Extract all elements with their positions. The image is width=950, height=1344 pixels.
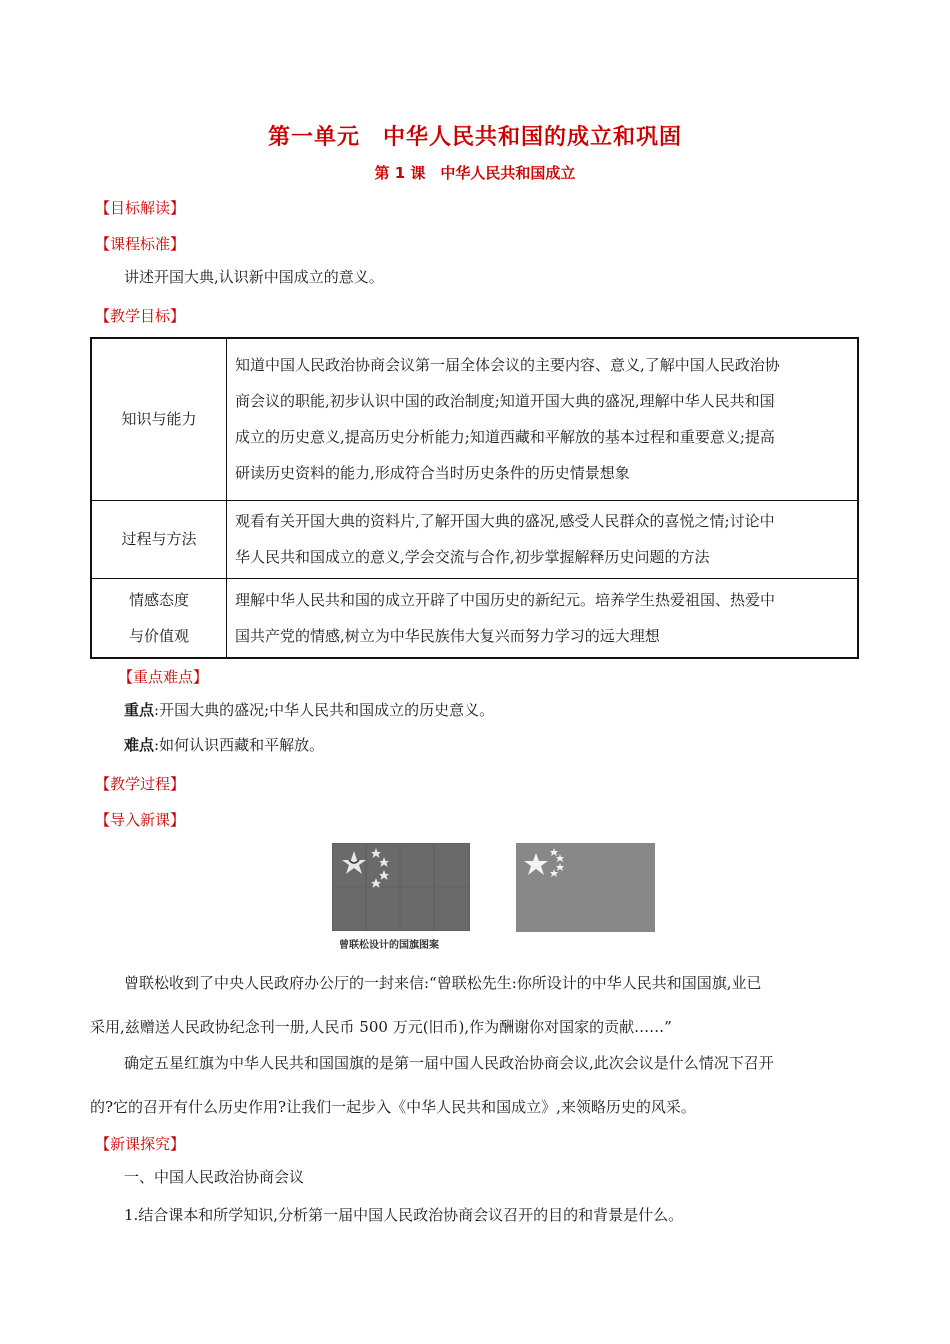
section-teaching-process: 【教学过程】 xyxy=(95,775,186,793)
goal-content xyxy=(227,500,859,578)
goal-label-line: 过程与方法 xyxy=(121,530,197,548)
goal-label-line: 与价值观 xyxy=(128,626,189,645)
section-teaching-goals: 【教学目标】 xyxy=(95,307,186,325)
goal-label xyxy=(91,500,227,578)
difficult-point-label: 难点 xyxy=(124,736,155,754)
table-row xyxy=(91,338,858,500)
goal-content-line: 国共产党的情感,树立为中华民族伟大复兴而努力学习的远大理想 xyxy=(235,626,660,645)
section-intro: 【导入新课】 xyxy=(95,811,186,829)
difficult-point xyxy=(124,738,324,753)
teaching-goals-table xyxy=(90,337,859,659)
goal-content xyxy=(227,338,859,500)
intro-paragraph-1-line-2: 采用,兹赠送人民政协纪念刊一册,人民币 500 万元(旧币),作为酬谢你对国家的贡献……” xyxy=(90,1018,672,1036)
flag-photo-image xyxy=(332,843,470,931)
goal-label-line: 知识与能力 xyxy=(121,410,197,429)
section-target-interpretation: 【目标解读】 xyxy=(95,199,186,217)
intro-paragraph-1-line-1: 曾联松收到了中央人民政府办公厅的一封来信:“曾联松先生:你所设计的中华人民共和国国旗,业已 xyxy=(124,974,762,992)
difficult-point-text: :如何认识西藏和平解放。 xyxy=(154,736,325,754)
table-row xyxy=(91,500,858,578)
intro-paragraph-2-line-1: 确定五星红旗为中华人民共和国国旗的是第一届中国人民政治协商会议,此次会议是什么情况下召开 xyxy=(124,1054,774,1072)
five-star-flag-icon xyxy=(516,843,655,932)
curriculum-standard-text: 讲述开国大典,认识新中国成立的意义。 xyxy=(124,268,384,286)
key-point-text: :开国大典的盛况;中华人民共和国成立的历史意义。 xyxy=(154,701,495,719)
page-title: 第一单元 中华人民共和国的成立和巩固 xyxy=(267,125,682,150)
explore-heading: 一、中国人民政治协商会议 xyxy=(124,1168,305,1186)
goal-label xyxy=(91,338,227,500)
goal-content-line: 成立的历史意义,提高历史分析能力;知道西藏和平解放的基本过程和重要意义;提高 xyxy=(235,428,775,447)
question-1: 1.结合课本和所学知识,分析第一届中国人民政治协商会议召开的目的和背景是什么。 xyxy=(124,1206,684,1224)
goal-label xyxy=(91,578,227,658)
key-point xyxy=(124,703,494,718)
lesson-subtitle: 第 1 课 中华人民共和国成立 xyxy=(374,164,576,182)
goal-content-line: 知道中国人民政治协商会议第一届全体会议的主要内容、意义,了解中国人民政治协 xyxy=(235,356,780,375)
goal-content-line: 观看有关开国大典的资料片,了解开国大典的盛况,感受人民群众的喜悦之情;讨论中 xyxy=(235,512,775,530)
goal-label-line: 情感态度 xyxy=(128,590,189,609)
goal-content-line: 商会议的职能,初步认识中国的政治制度;知道开国大典的盛况,理解中华人民共和国 xyxy=(235,392,775,411)
goal-content-line: 研读历史资料的能力,形成符合当时历史条件的历史情景想象 xyxy=(235,464,630,483)
flag-image-caption: 曾联松设计的国旗图案 xyxy=(339,940,439,951)
flag-design-photo xyxy=(332,843,470,931)
key-point-label: 重点 xyxy=(124,701,155,719)
section-explore: 【新课探究】 xyxy=(95,1135,186,1153)
table-row xyxy=(91,578,858,658)
intro-paragraph-2-line-2: 的?它的召开有什么历史作用?让我们一起步入《中华人民共和国成立》,来领略历史的风采。 xyxy=(90,1098,696,1116)
national-flag-image xyxy=(516,843,655,932)
goal-content xyxy=(227,578,859,658)
goal-content-line: 华人民共和国成立的意义,学会交流与合作,初步掌握解释历史问题的方法 xyxy=(235,548,710,566)
section-curriculum-standard: 【课程标准】 xyxy=(95,235,186,253)
section-key-difficult: 【重点难点】 xyxy=(118,668,209,686)
goal-content-line: 理解中华人民共和国的成立开辟了中国历史的新纪元。培养学生热爱祖国、热爱中 xyxy=(235,590,776,609)
